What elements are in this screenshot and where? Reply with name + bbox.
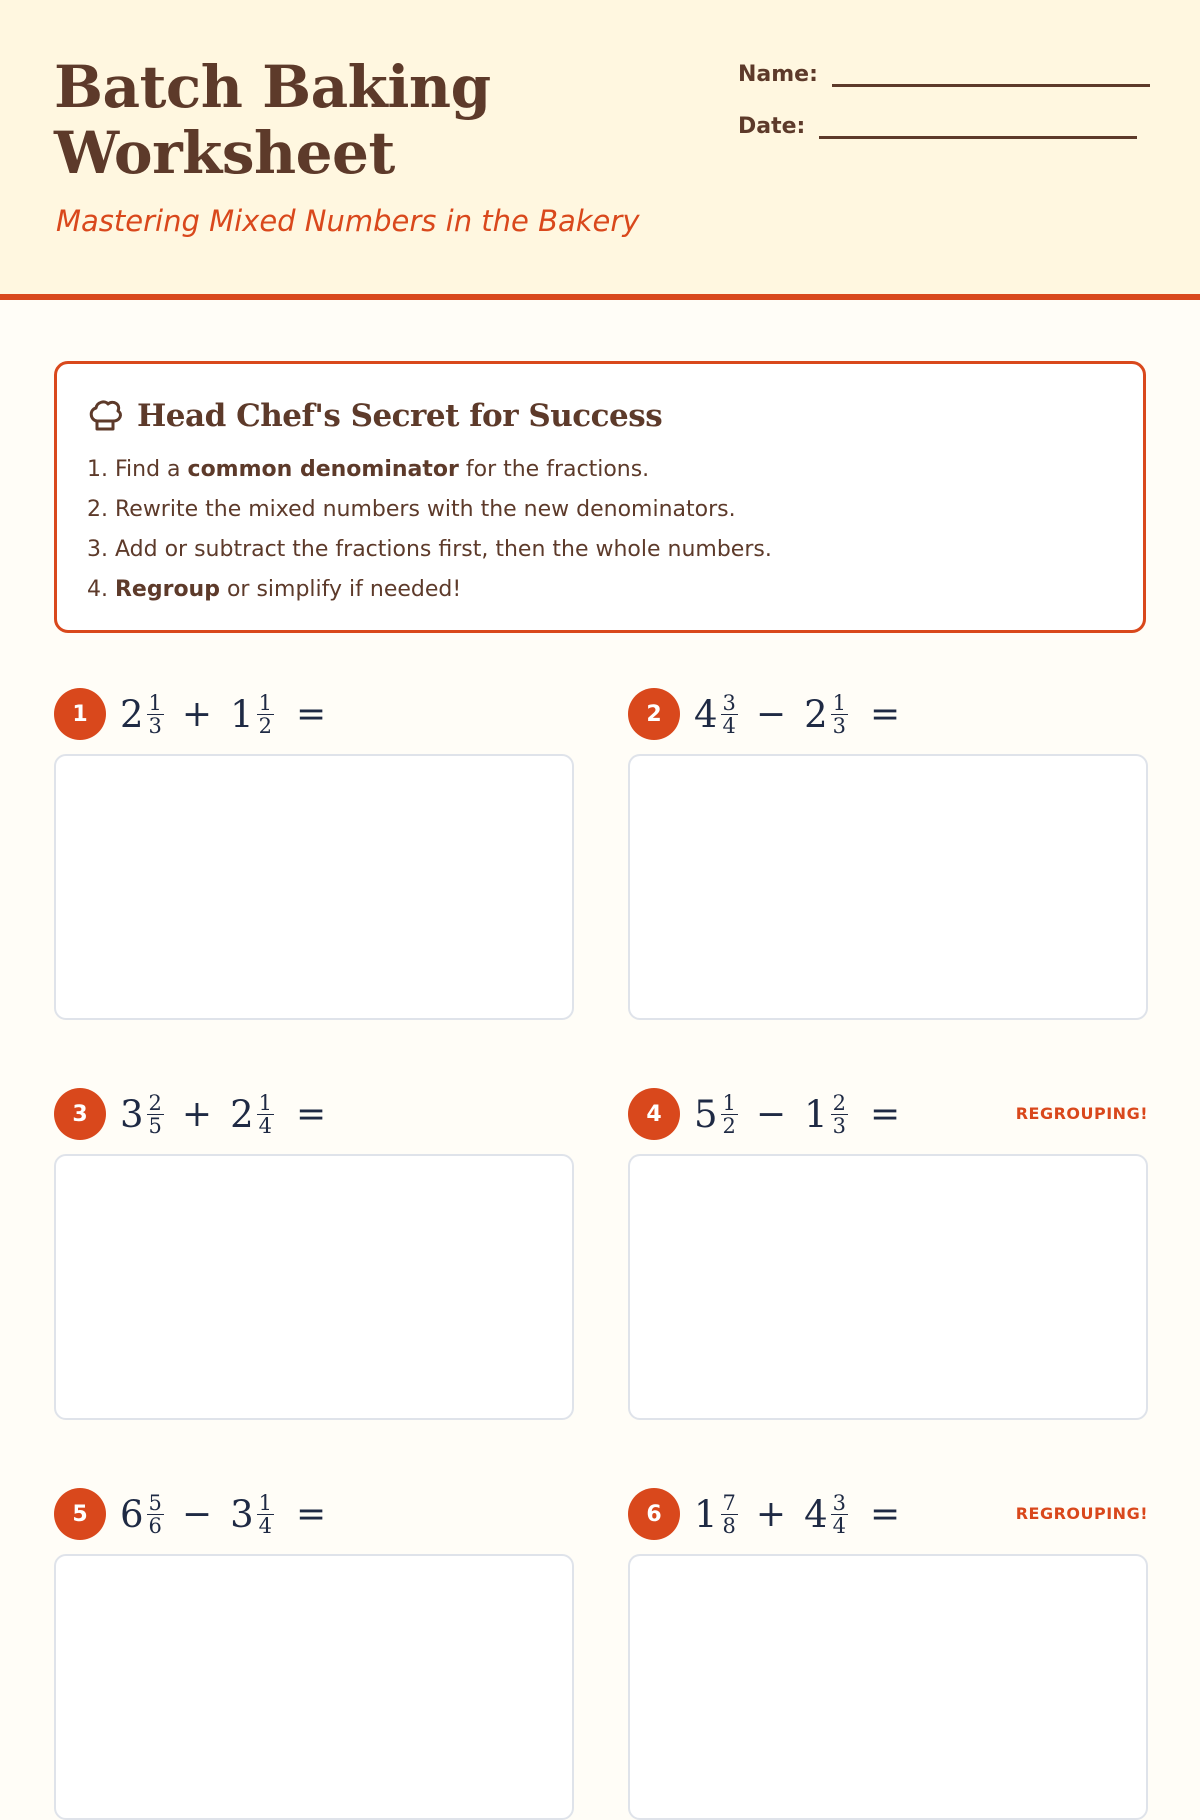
worksheet-header: [0, 0, 1200, 300]
date-label: Date:: [738, 114, 806, 139]
problem-number-badge: 6: [628, 1488, 680, 1540]
name-line[interactable]: [832, 56, 1150, 87]
problem-5: [54, 1484, 574, 1544]
problem-expression: 2 $\frac{1}{3}$ + 1 $\frac{1}{2}$ =: [120, 690, 327, 738]
problem-number-badge: 5: [54, 1488, 106, 1540]
problem-number-badge: 2: [628, 688, 680, 740]
problem-header: [54, 1484, 574, 1544]
problem-expression: 4 $\frac{3}{4}$ − 2 $\frac{1}{3}$ =: [694, 690, 901, 738]
problem-6: [628, 1484, 1148, 1544]
tip-step-2: 2. Rewrite the mixed numbers with the new denominators.: [87, 497, 736, 522]
tips-header: [87, 398, 662, 434]
tip-step-1: 1. Find a common denominator for the fractions.: [87, 457, 650, 482]
problem-header: [628, 1084, 1148, 1144]
tips-list: [87, 450, 772, 610]
work-area[interactable]: [54, 1154, 574, 1420]
problem-header: [628, 684, 1148, 744]
name-label: Name:: [738, 62, 818, 87]
name-field[interactable]: [738, 56, 1150, 87]
date-field[interactable]: [738, 108, 1137, 139]
tips-title: Head Chef's Secret for Success: [137, 398, 663, 434]
page-title: Batch Baking Worksheet: [54, 53, 491, 187]
problem-4: [628, 1084, 1148, 1144]
page-subtitle: Mastering Mixed Numbers in the Bakery: [56, 204, 640, 238]
problem-expression: 5 $\frac{1}{2}$ − 1 $\frac{2}{3}$ =: [694, 1090, 901, 1138]
tip-step-4: 4. Regroup or simplify if needed!: [87, 577, 462, 602]
tips-box: [54, 361, 1146, 633]
problem-1: [54, 684, 574, 744]
problem-number-badge: 1: [54, 688, 106, 740]
problem-header: [54, 684, 574, 744]
work-area[interactable]: [628, 1554, 1148, 1820]
problem-expression: 3 $\frac{2}{5}$ + 2 $\frac{1}{4}$ =: [120, 1090, 327, 1138]
work-area[interactable]: [54, 1554, 574, 1820]
problem-expression: 6 $\frac{5}{6}$ − 3 $\frac{1}{4}$ =: [120, 1490, 327, 1538]
regrouping-tag: REGROUPING!: [1015, 1504, 1148, 1523]
tip-step-3: 3. Add or subtract the fractions first, then the whole numbers.: [87, 537, 772, 562]
problem-header: [54, 1084, 574, 1144]
problem-2: [628, 684, 1148, 744]
problem-3: [54, 1084, 574, 1144]
problem-number-badge: 4: [628, 1088, 680, 1140]
regrouping-tag: REGROUPING!: [1015, 1104, 1148, 1123]
work-area[interactable]: [628, 1154, 1148, 1420]
work-area[interactable]: [628, 754, 1148, 1020]
chef-hat-icon: [87, 399, 123, 433]
date-line[interactable]: [819, 108, 1137, 139]
problem-header: [628, 1484, 1148, 1544]
work-area[interactable]: [54, 754, 574, 1020]
problem-number-badge: 3: [54, 1088, 106, 1140]
problem-expression: 1 $\frac{7}{8}$ + 4 $\frac{3}{4}$ =: [694, 1490, 901, 1538]
